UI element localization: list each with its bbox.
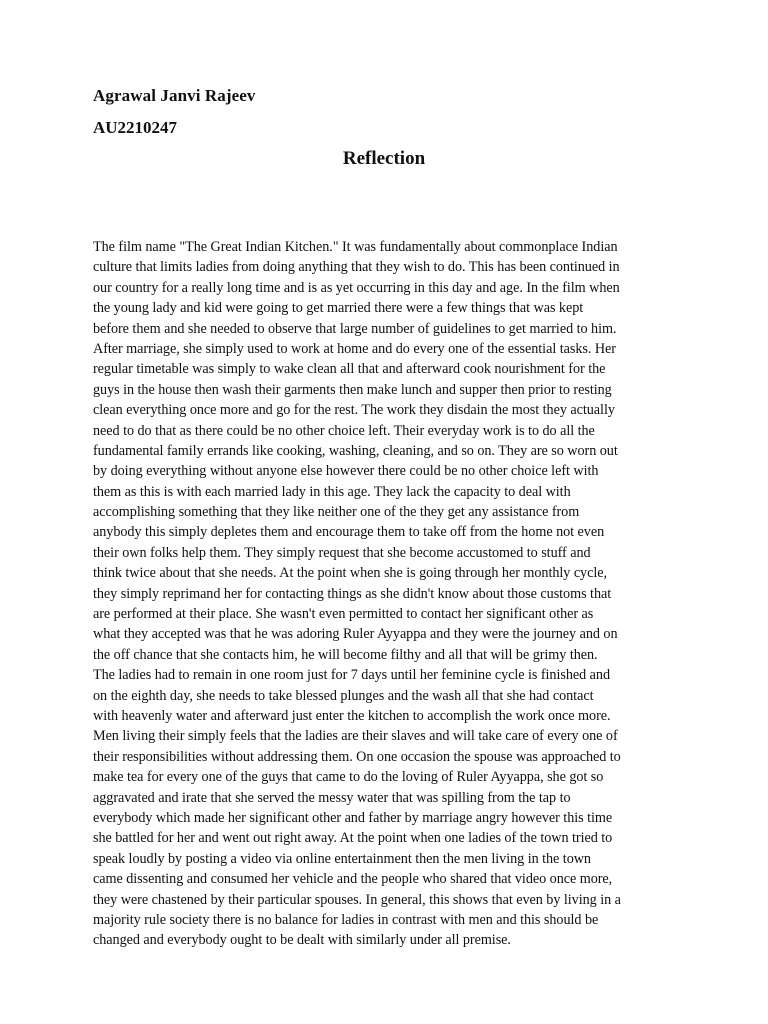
body-line: them as this is with each married lady in this age. They lack the capacity to deal with: [93, 483, 571, 500]
body-line: their own folks help them. They simply request that she become accustomed to stuff and: [93, 544, 591, 561]
body-line: make tea for every one of the guys that came to do the loving of Ruler Ayyappa, she got so: [93, 769, 604, 786]
body-line: their responsibilities without addressing them. On one occasion the spouse was approached to: [93, 748, 621, 765]
body-line: with heavenly water and afterward just enter the kitchen to accomplish the work once more.: [93, 707, 611, 724]
body-line: need to do that as there could be no other choice left. Their everyday work is to do all the: [93, 422, 595, 439]
author-name: Agrawal Janvi Rajeev: [93, 86, 256, 105]
body-line: After marriage, she simply used to work at home and do every one of the essential tasks. Her: [93, 340, 616, 357]
body-line: regular timetable was simply to wake clean all that and afterward cook nourishment for the: [93, 361, 606, 378]
body-line: on the eighth day, she needs to take blessed plunges and the wash all that she had contact: [93, 687, 594, 704]
document-title: [0, 148, 768, 170]
body-line: before them and she needed to observe that large number of guidelines to get married to him.: [93, 320, 617, 337]
body-line: anybody this simply depletes them and encourage them to take off from the home not even: [93, 524, 605, 541]
body-line: clean everything once more and go for the rest. The work they disdain the most they actually: [93, 402, 615, 419]
body-line: changed and everybody ought to be dealt with similarly under all premise.: [93, 932, 511, 949]
body-line: aggravated and irate that she served the messy water that was spilling from the tap to: [93, 789, 571, 806]
body-line: they simply reprimand her for contacting things as she didn't know about those customs that: [93, 585, 612, 602]
body-line: accomplishing something that they like neither one of the they get any assistance from: [93, 504, 580, 521]
body-line: Men living their simply feels that the ladies are their slaves and will take care of every one of: [93, 728, 618, 745]
body-line: culture that limits ladies from doing anything that they wish to do. This has been continued in: [93, 259, 620, 276]
body-line: everybody which made her significant other and father by marriage angry however this time: [93, 809, 613, 826]
body-line: the off chance that she contacts him, he will become filthy and all that will be grimy then.: [93, 646, 598, 663]
body-line: fundamental family errands like cooking, washing, cleaning, and so on. They are so worn out: [93, 442, 618, 459]
body-line: are performed at their place. She wasn't even permitted to contact her significant other as: [93, 606, 594, 623]
body-line: what they accepted was that he was adoring Ruler Ayyappa and they were the journey and on: [93, 626, 618, 643]
body-line: speak loudly by posting a video via online entertainment then the men living in the town: [93, 850, 591, 867]
body-line: came dissenting and consumed her vehicle and the people who shared that video once more,: [93, 871, 613, 888]
body-line: The film name "The Great Indian Kitchen." It was fundamentally about commonplace Indian: [93, 239, 618, 255]
body-line: our country for a really long time and is as yet occurring in this day and age. In the film when: [93, 279, 620, 296]
body-line: The ladies had to remain in one room just for 7 days until her feminine cycle is finished and: [93, 667, 610, 684]
body-line: think twice about that she needs. At the point when she is going through her monthly cycle,: [93, 565, 607, 582]
title-text: Reflection: [342, 148, 426, 169]
body-line: the young lady and kid were going to get married there were a few things that was kept: [93, 300, 584, 317]
body-paragraph: [93, 237, 693, 951]
student-id: AU2210247: [93, 118, 178, 137]
body-line: they were chastened by their particular spouses. In general, this shows that even by living in a: [93, 891, 621, 908]
body-line: majority rule society there is no balance for ladies in contrast with men and this should be: [93, 911, 599, 928]
body-line: guys in the house then wash their garments then make lunch and supper then prior to resting: [93, 381, 612, 398]
body-line: by doing everything without anyone else however there could be no other choice left with: [93, 463, 599, 480]
body-line: she battled for her and went out right away. At the point when one ladies of the town tried to: [93, 830, 613, 847]
